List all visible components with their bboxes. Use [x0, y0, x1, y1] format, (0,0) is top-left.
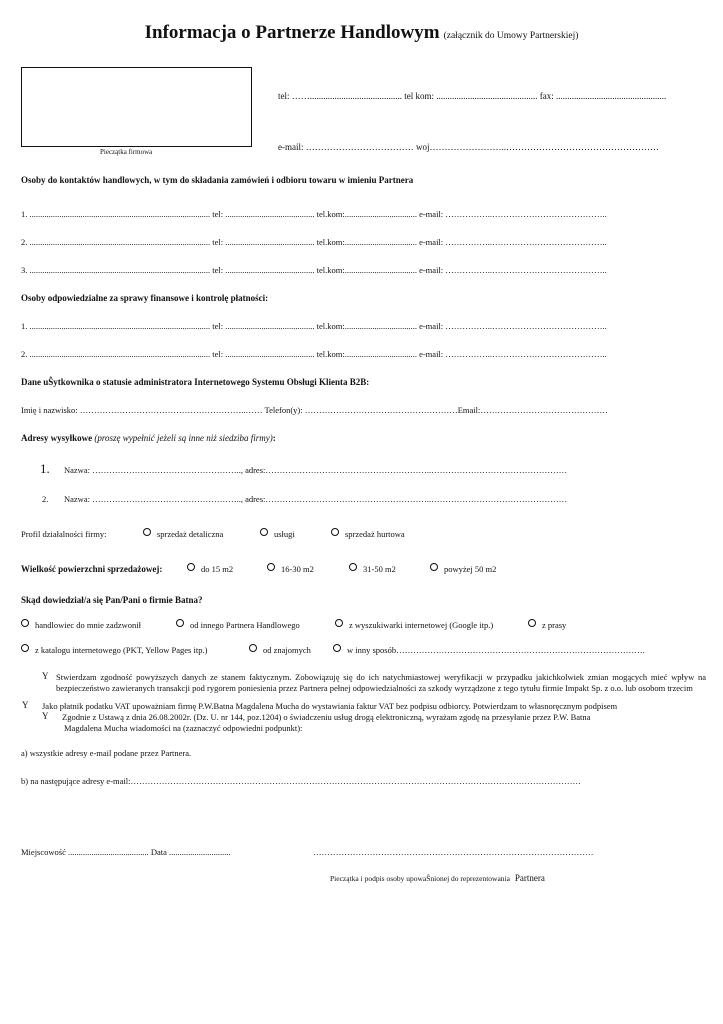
declaration-checkmark-icon[interactable]: Y — [42, 711, 49, 721]
contact-row[interactable]: 1. ..................................................................................... tel: .......................................... tel.kom:.................................. e-mail: ……………..………………………………….. — [21, 209, 607, 219]
address-row[interactable]: Nazwa: …………………………………………….., adres:…………………………………………………..………………………………………… — [64, 465, 568, 475]
radio-icon — [21, 644, 29, 652]
profile-option-wholesale[interactable]: sprzedaż hurtowa — [331, 528, 405, 539]
title-main: Informacja o Partnerze Handlowym — [144, 22, 440, 43]
address-row-number: 1. — [40, 461, 50, 476]
declaration-data-accuracy: Stwierdzam zgodność powyższych danych ze stanem faktycznym. Zobowiązuję się do ich natychmiastowej weryfikacji w przypadku jakichkolwiek zmian mogących mieć wpływ na bezpieczeństwo zawieranych transakcji pod rygorem poniesienia przez Partnera pełnej odpowiedzialności za szkody wyrządzone z tego tytułu firmie Impakt Sp. z o.o. lub osobom trzecim — [56, 672, 706, 693]
contact-email-line[interactable]: e-mail: ……………………………… woj……………………..…………………………………………… — [278, 142, 659, 152]
area-label: Wielkość powierzchni sprzedażowej: — [21, 564, 163, 574]
radio-icon — [528, 619, 536, 627]
radio-icon — [430, 563, 438, 571]
radio-icon — [249, 644, 257, 652]
address-row[interactable]: Nazwa: …………………………………………….., adres:…………………………………………………..………………………………………… — [64, 494, 568, 504]
contact-row[interactable]: 3. ..................................................................................... tel: .......................................... tel.kom:.................................. e-mail: ……………..………………………………….. — [21, 265, 607, 275]
radio-icon — [21, 619, 29, 627]
source-option-search-engine[interactable]: z wyszukiwarki internetowej (Google itp.) — [335, 619, 493, 630]
finance-row[interactable]: 1. ..................................................................................... tel: .......................................... tel.kom:.................................. e-mail: ……………..………………………………….. — [21, 321, 607, 331]
area-option-16-30[interactable]: 16-30 m2 — [267, 563, 314, 574]
radio-icon — [176, 619, 184, 627]
radio-icon — [260, 528, 268, 536]
address-header-note: (proszę wypełnić jeżeli są inne niż siedziba firmy) — [94, 433, 273, 443]
address-header-colon: : — [272, 433, 276, 443]
contact-phone-line[interactable]: tel: ……......................................... tel kom: ............................................. fax: ................................................. — [278, 91, 667, 101]
source-option-press[interactable]: z prasy — [528, 619, 566, 630]
consent-option-b[interactable]: b) na następujące adresy e-mail:…………………………………………………………………………………………………………………………………………… — [21, 776, 582, 786]
b2b-header: Dane uŜytkownika o statusie administratora Internetowego Systemu Obsługi Klienta B2B: — [21, 377, 370, 387]
source-option-other[interactable]: w inny sposób……………………………………………………………………………. — [333, 644, 645, 655]
radio-icon — [331, 528, 339, 536]
radio-icon — [143, 528, 151, 536]
signature-line[interactable]: ……………………………………………………………………………………… — [313, 847, 594, 857]
contact-row[interactable]: 2. ..................................................................................... tel: .......................................... tel.kom:.................................. e-mail: ……………..………………………………….. — [21, 237, 607, 247]
source-header: Skąd dowiedział/a się Pan/Pani o firmie Batna? — [21, 595, 203, 605]
source-option-salesman[interactable]: handlowiec do mnie zadzwonił — [21, 619, 141, 630]
declaration-email-consent-cont: Magdalena Mucha wiadomości na (zaznaczyć odpowiedni podpunkt): — [64, 723, 303, 733]
address-header-label: Adresy wysyłkowe — [21, 433, 93, 443]
finance-row[interactable]: 2. ..................................................................................... tel: .......................................... tel.kom:.................................. e-mail: ……………..………………………………….. — [21, 349, 607, 359]
radio-icon — [187, 563, 195, 571]
radio-icon — [333, 644, 341, 652]
consent-option-a[interactable]: a) wszystkie adresy e-mail podane przez Partnera. — [21, 748, 192, 758]
radio-icon — [335, 619, 343, 627]
area-option-31-50[interactable]: 31-50 m2 — [349, 563, 396, 574]
profile-option-retail[interactable]: sprzedaż detaliczna — [143, 528, 223, 539]
declaration-vat: Jako płatnik podatku VAT upoważniam firmę P.W.Batna Magdalena Mucha do wystawiania faktur VAT bez podpisu odbiorcy. Potwierdzam to własnoręcznym podpisem — [42, 701, 618, 711]
area-option-over-50[interactable]: powyżej 50 m2 — [430, 563, 496, 574]
radio-icon — [267, 563, 275, 571]
address-header — [21, 433, 276, 443]
b2b-row[interactable]: Imię i nazwisko: …………………………………………………..…… Telefon(y): ………………………………………………Email:……………………………………… — [21, 405, 608, 415]
source-option-partner[interactable]: od innego Partnera Handlowego — [176, 619, 300, 630]
company-stamp-box[interactable] — [21, 67, 252, 147]
source-option-catalog[interactable]: z katalogu internetowego (PKT, Yellow Pages itp.) — [21, 644, 207, 655]
profile-label: Profil działalności firmy: — [21, 529, 107, 539]
stamp-label: Pieczątka firmowa — [100, 148, 153, 156]
area-option-15[interactable]: do 15 m2 — [187, 563, 233, 574]
contacts-header: Osoby do kontaktów handlowych, w tym do składania zamówień i odbioru towaru w imieniu Partnera — [21, 175, 414, 185]
finance-header: Osoby odpowiedzialne za sprawy finansowe i kontrolę płatności: — [21, 293, 269, 303]
declaration-checkmark-icon[interactable]: Y — [42, 671, 49, 681]
declaration-email-consent: Zgodnie z Ustawą z dnia 26.08.2002r. (Dz. U. nr 144, poz.1204) o świadczeniu usług drogą elektroniczną, wyrażam zgodę na przesyłanie przez P.W. Batna — [62, 712, 591, 722]
place-date-line[interactable]: Miejscowość ...................................... Data ............................. — [21, 847, 231, 857]
document-title — [0, 22, 723, 44]
declaration-checkmark-icon[interactable]: Y — [22, 700, 29, 710]
radio-icon — [349, 563, 357, 571]
address-row-number: 2. — [42, 494, 49, 504]
profile-option-services[interactable]: usługi — [260, 528, 295, 539]
title-sub: (załącznik do Umowy Partnerskiej) — [443, 31, 579, 41]
signature-caption: Pieczątka i podpis osoby upowaŜnionej do reprezentowania Partnera — [330, 873, 545, 883]
source-option-friends[interactable]: od znajomych — [249, 644, 311, 655]
